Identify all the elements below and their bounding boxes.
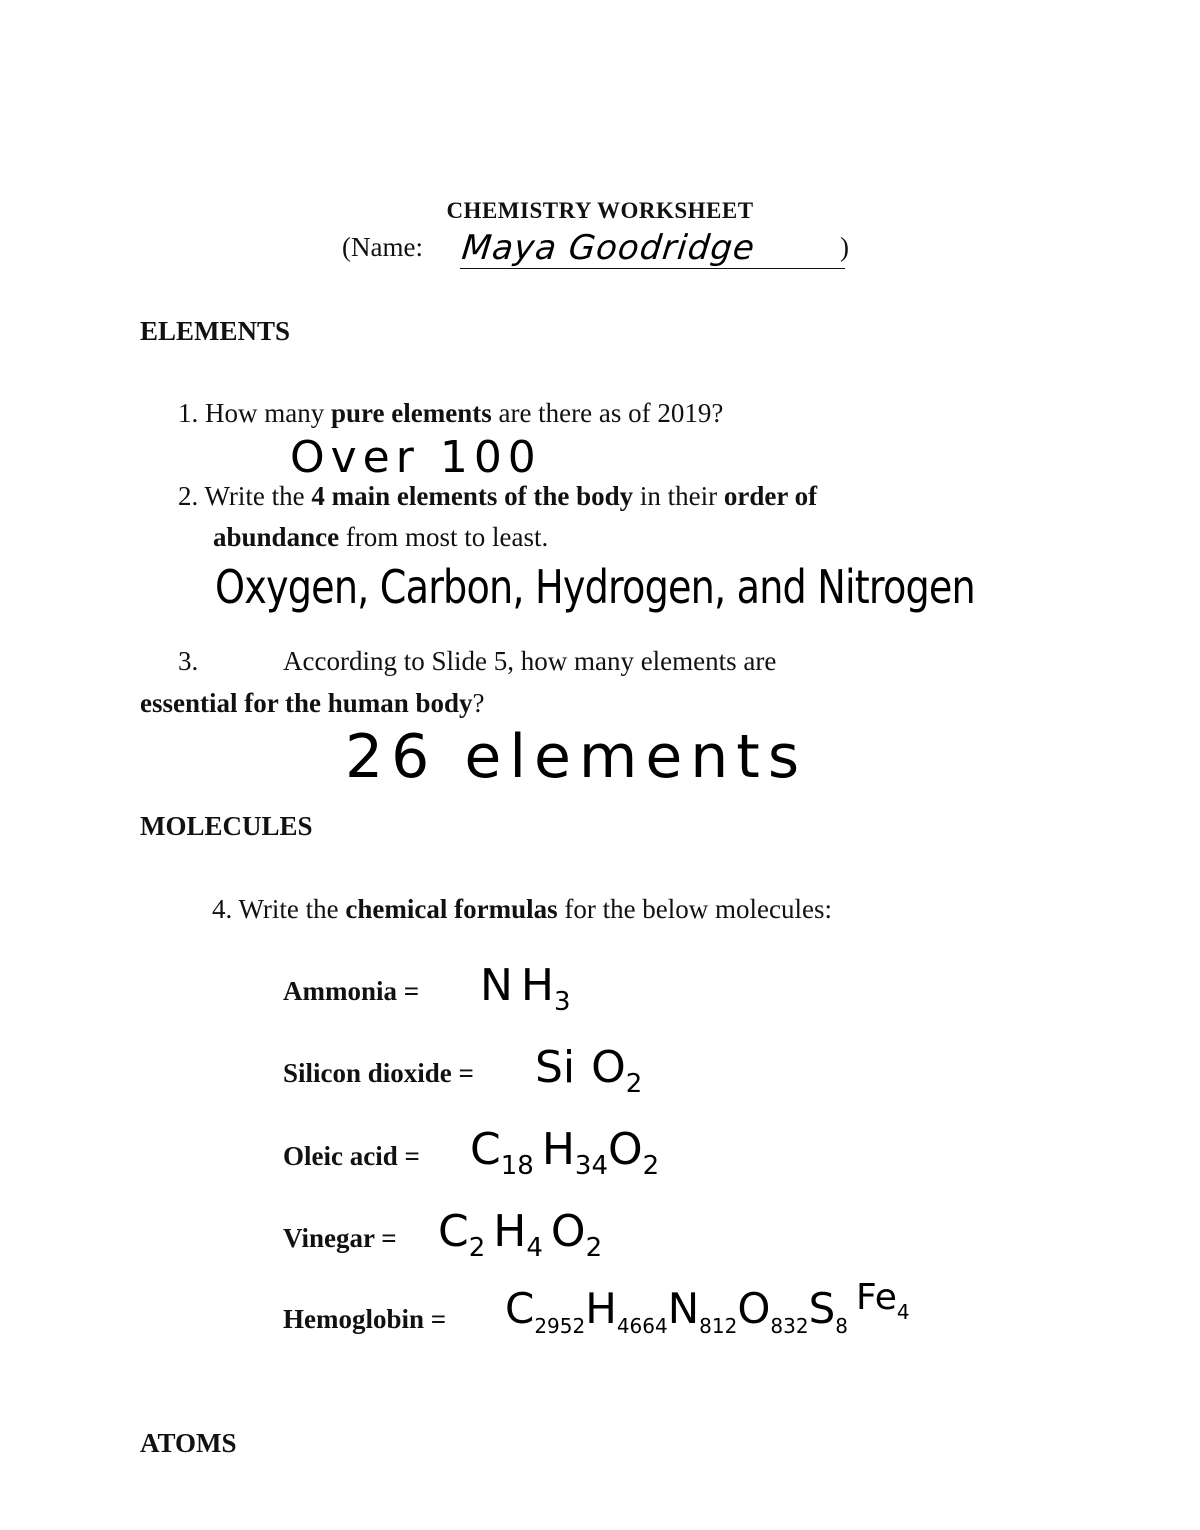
question-2-continued xyxy=(213,522,548,553)
question-bold: pure elements xyxy=(330,398,492,428)
answer-1-handwritten: Over 100 xyxy=(290,432,542,483)
question-bold: 4 main elements of the body xyxy=(311,481,634,511)
question-bold: order of xyxy=(723,481,818,511)
formula-subscript: 832 xyxy=(770,1314,809,1338)
section-heading-molecules: MOLECULES xyxy=(140,811,313,841)
formula-subscript: 18 xyxy=(500,1151,534,1181)
formula-subscript: 812 xyxy=(699,1314,738,1338)
formula-symbol: H xyxy=(585,1284,617,1333)
formula-silicon-dioxide xyxy=(535,1042,642,1099)
section-heading-atoms: ATOMS xyxy=(140,1428,237,1458)
formula-symbol: C xyxy=(438,1206,469,1257)
section-heading-elements: ELEMENTS xyxy=(140,316,291,346)
formula-subscript: 34 xyxy=(574,1151,609,1181)
name-close-paren: ) xyxy=(840,232,849,262)
formula-oleic-acid xyxy=(470,1124,659,1181)
formula-symbol: Fe xyxy=(856,1277,897,1318)
question-bold: abundance xyxy=(213,522,340,552)
formula-symbol: C xyxy=(505,1284,535,1333)
worksheet-title: CHEMISTRY WORKSHEET xyxy=(446,198,754,223)
formula-subscript: 2 xyxy=(642,1151,660,1181)
question-3-number: 3. xyxy=(178,646,199,676)
molecule-label-silicon-dioxide: Silicon dioxide = xyxy=(283,1058,474,1088)
formula-vinegar xyxy=(438,1206,602,1263)
formula-symbol: H xyxy=(541,1124,575,1175)
question-text: How many xyxy=(205,398,331,428)
formula-symbol: O xyxy=(591,1042,626,1093)
formula-symbol: N xyxy=(480,960,513,1011)
molecule-label-vinegar: Vinegar = xyxy=(283,1223,397,1253)
formula-symbol: N xyxy=(667,1284,700,1333)
question-text: in their xyxy=(633,481,724,511)
molecule-label-ammonia: Ammonia = xyxy=(283,976,420,1006)
formula-symbol: C xyxy=(470,1124,501,1175)
formula-symbol: O xyxy=(737,1284,771,1333)
question-number: 2. xyxy=(178,481,199,511)
question-text: are there as of 2019? xyxy=(491,398,724,428)
question-4 xyxy=(212,894,832,925)
answer-2-handwritten: Oxygen, Carbon, Hydrogen, and Nitrogen xyxy=(215,560,975,614)
formula-hemoglobin xyxy=(505,1277,910,1338)
formula-symbol: H xyxy=(493,1206,527,1257)
molecule-label-hemoglobin: Hemoglobin = xyxy=(283,1304,447,1334)
formula-subscript: 3 xyxy=(554,987,571,1017)
formula-symbol: H xyxy=(520,960,555,1011)
formula-ammonia xyxy=(480,960,571,1017)
question-1 xyxy=(178,398,723,429)
question-bold: chemical formulas xyxy=(345,894,558,924)
question-text: ? xyxy=(472,688,485,718)
name-label: (Name: xyxy=(342,232,423,262)
formula-subscript: 4664 xyxy=(616,1314,668,1338)
formula-subscript: 2 xyxy=(585,1233,603,1263)
name-underline xyxy=(460,268,845,269)
question-bold: essential for the human body xyxy=(140,688,473,718)
molecule-label-oleic-acid: Oleic acid = xyxy=(283,1141,420,1171)
question-text: Write the xyxy=(238,894,346,924)
handwritten-name: Maya Goodridge xyxy=(459,228,758,268)
formula-subscript: 4 xyxy=(896,1300,910,1324)
formula-subscript: 2 xyxy=(468,1233,486,1263)
question-2 xyxy=(178,481,817,512)
question-text: for the below molecules: xyxy=(557,894,833,924)
formula-subscript: 4 xyxy=(526,1233,543,1263)
question-text: from most to least. xyxy=(339,522,549,552)
formula-subscript: 2952 xyxy=(534,1314,586,1338)
question-3-continued xyxy=(140,688,485,719)
formula-symbol: O xyxy=(608,1124,643,1175)
formula-subscript: 8 xyxy=(835,1314,848,1338)
formula-symbol: Si xyxy=(535,1042,576,1093)
question-number: 4. xyxy=(212,894,233,924)
question-number: 1. xyxy=(178,398,199,428)
formula-symbol: O xyxy=(550,1206,586,1257)
question-3-text: According to Slide 5, how many elements are xyxy=(283,646,777,676)
question-text: Write the xyxy=(204,481,312,511)
formula-symbol: S xyxy=(808,1284,836,1333)
answer-3-handwritten: 26 elements xyxy=(345,722,808,792)
formula-subscript: 2 xyxy=(625,1069,643,1099)
